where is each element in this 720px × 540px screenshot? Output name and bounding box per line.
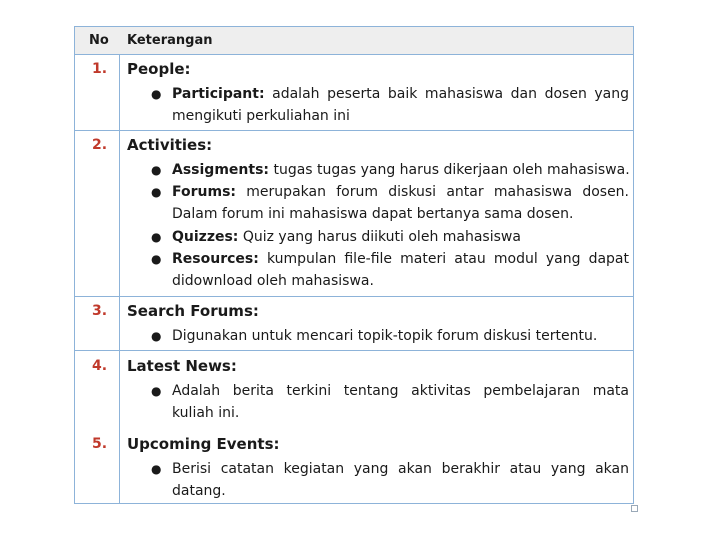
keterangan-table bbox=[74, 26, 634, 504]
bullet-icon: ● bbox=[151, 185, 162, 199]
row-divider bbox=[75, 350, 633, 351]
row-title: People: bbox=[127, 60, 191, 78]
item-line bbox=[172, 84, 629, 104]
item-line: datang. bbox=[172, 483, 226, 499]
item-line bbox=[172, 160, 629, 180]
item-term: Participant: bbox=[172, 86, 265, 102]
item-text: Quiz yang harus diikuti oleh mahasiswa bbox=[242, 229, 521, 245]
row-divider bbox=[75, 130, 633, 131]
item-term: Resources: bbox=[172, 251, 259, 267]
bullet-icon: ● bbox=[151, 329, 162, 343]
bullet-icon: ● bbox=[151, 87, 162, 101]
item-line bbox=[172, 227, 629, 247]
item-text: merupakan forum diskusi antar mahasiswa dosen. bbox=[246, 184, 630, 200]
item-line: mengikuti perkuliahan ini bbox=[172, 108, 350, 124]
row-divider bbox=[75, 296, 633, 297]
row-title: Search Forums: bbox=[127, 302, 259, 320]
item-term: Assigments: bbox=[172, 162, 269, 178]
bullet-icon: ● bbox=[151, 384, 162, 398]
row-title: Latest News: bbox=[127, 357, 237, 375]
header-no: No bbox=[89, 33, 109, 48]
bullet-icon: ● bbox=[151, 252, 162, 266]
item-text: kumpulan file-file materi atau modul yang dapat bbox=[266, 251, 629, 267]
item-line: Dalam forum ini mahasiswa dapat bertanya sama dosen. bbox=[172, 206, 574, 222]
row-number: 2. bbox=[92, 137, 108, 153]
header-keterangan: Keterangan bbox=[127, 33, 213, 48]
item-term: Quizzes: bbox=[172, 229, 239, 245]
row-number: 3. bbox=[92, 303, 108, 319]
item-line bbox=[172, 249, 629, 269]
bullet-icon: ● bbox=[151, 462, 162, 476]
item-line: Adalah berita terkini tentang aktivitas pembelajaran mata bbox=[172, 383, 629, 399]
column-divider bbox=[119, 27, 120, 503]
resize-handle[interactable] bbox=[631, 505, 638, 512]
row-title: Activities: bbox=[127, 136, 213, 154]
item-text: adalah peserta baik mahasiswa dan dosen yang bbox=[272, 86, 630, 102]
bullet-icon: ● bbox=[151, 163, 162, 177]
row-title: Upcoming Events: bbox=[127, 435, 280, 453]
item-term: Forums: bbox=[172, 184, 237, 200]
item-line: didownload oleh mahasiswa. bbox=[172, 273, 374, 289]
item-line: Berisi catatan kegiatan yang akan berakhir atau yang akan bbox=[172, 461, 629, 477]
item-line: Digunakan untuk mencari topik-topik forum diskusi tertentu. bbox=[172, 328, 598, 344]
table-header bbox=[75, 27, 633, 55]
row-number: 5. bbox=[92, 436, 108, 452]
item-line bbox=[172, 182, 629, 202]
item-line: kuliah ini. bbox=[172, 405, 240, 421]
row-number: 4. bbox=[92, 358, 108, 374]
row-number: 1. bbox=[92, 61, 108, 77]
bullet-icon: ● bbox=[151, 230, 162, 244]
item-text: tugas tugas yang harus dikerjaan oleh mahasiswa. bbox=[273, 162, 630, 178]
